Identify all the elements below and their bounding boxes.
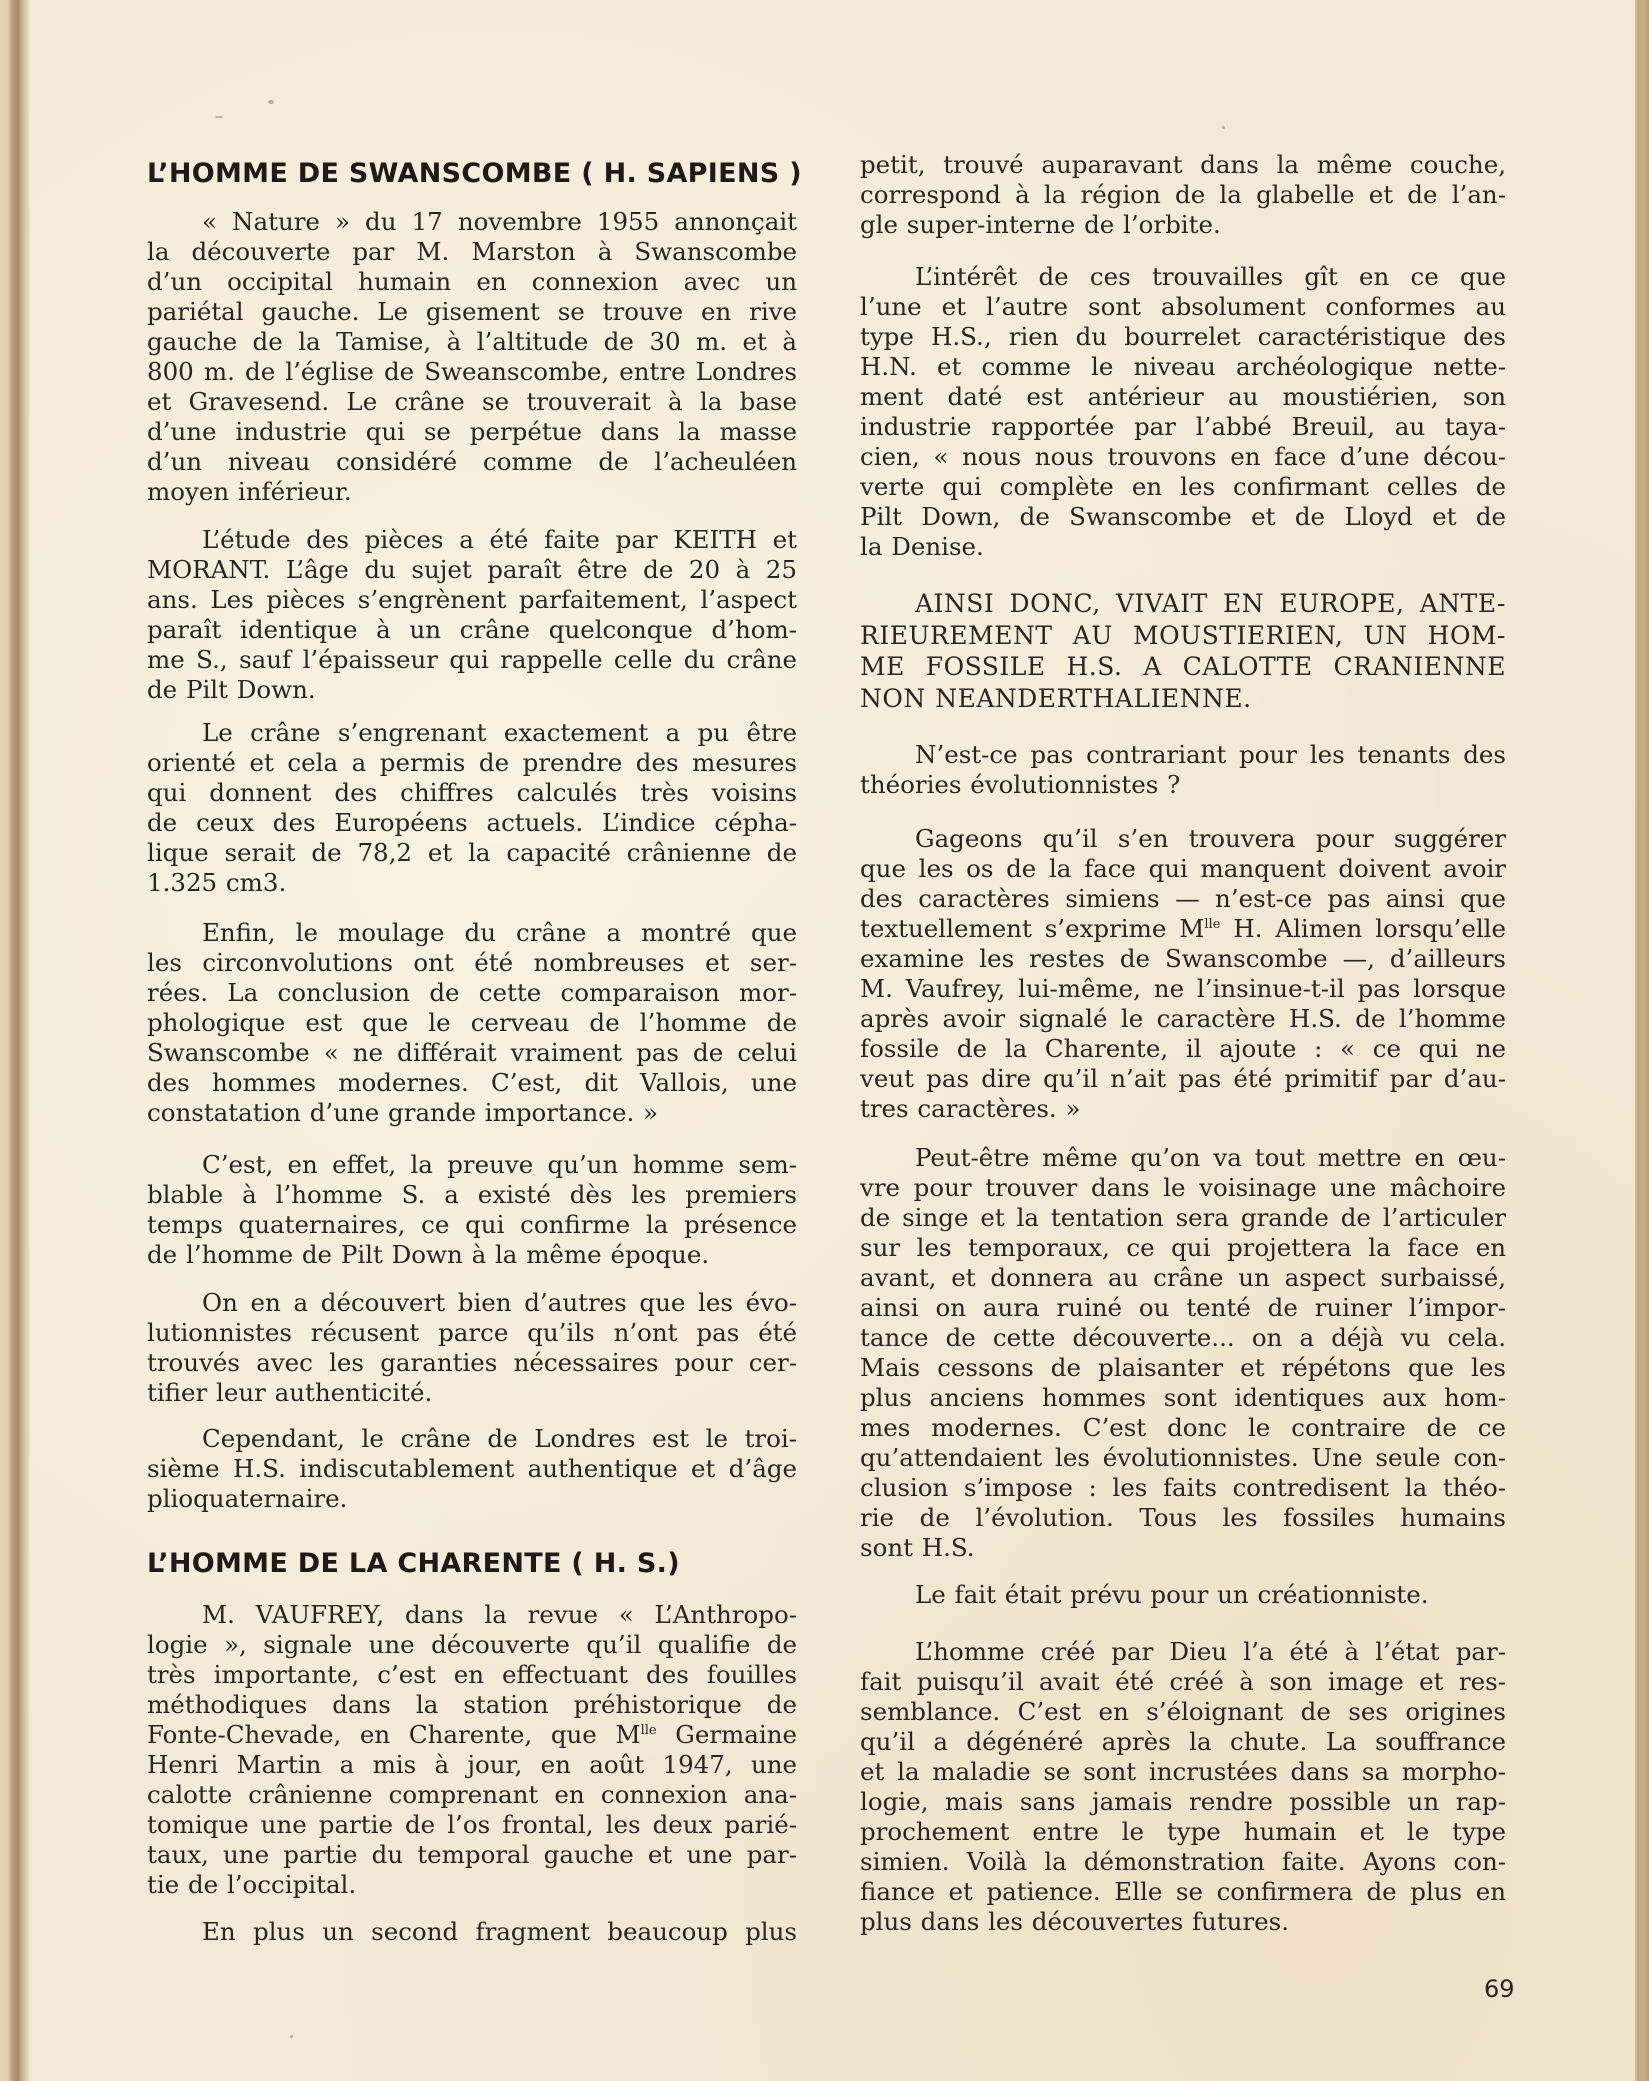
text-line: d’un niveau considéré comme de l’acheuléen	[147, 447, 797, 476]
text-line: « Nature » du 17 novembre 1955 annonçait	[202, 207, 797, 236]
text-line: très importante, c’est en effectuant des fouilles	[147, 1660, 797, 1689]
paragraph-second-fragment	[147, 1917, 797, 1947]
text-line: de singe et la tentation sera grande de l’articuler	[860, 1203, 1506, 1232]
text-line: prochement entre le type humain et le type	[860, 1817, 1506, 1846]
text-line: clusion s’impose : les faits contredisent la théo-	[860, 1473, 1506, 1502]
text-line: correspond à la région de la glabelle et de l’an-	[860, 180, 1506, 209]
text-line: L’homme créé par Dieu l’a été à l’état par-	[915, 1637, 1506, 1666]
text-line: calotte crânienne comprenant en connexion ana-	[147, 1780, 797, 1809]
paragraph-homme-cree	[860, 1637, 1506, 1937]
text-line: Enfin, le moulage du crâne a montré que	[202, 918, 797, 947]
text-fragment: textuellement s’exprime M	[860, 914, 1205, 943]
text-line: examine les restes de Swanscombe —, d’ailleurs	[860, 944, 1506, 973]
text-line: de Pilt Down.	[147, 675, 316, 704]
text-line: veut pas dire qu’il n’ait pas été primitif par d’au-	[860, 1064, 1506, 1093]
text-line: gle super-interne de l’orbite.	[860, 210, 1221, 239]
text-line: Cependant, le crâne de Londres est le troi-	[202, 1424, 797, 1453]
text-line: avant, et donnera au crâne un aspect surbaissé,	[860, 1263, 1506, 1292]
text-line: constatation d’une grande importance. »	[147, 1098, 659, 1127]
paper-speck	[215, 116, 223, 118]
paragraph-conclusion-caps	[860, 588, 1506, 714]
text-line: taux, une partie du temporal gauche et une par-	[147, 1840, 797, 1869]
text-line: vre pour trouver dans le voisinage une mâchoire	[860, 1173, 1506, 1202]
section-heading-swanscombe: L’HOMME DE SWANSCOMBE ( H. SAPIENS )	[147, 158, 802, 189]
paragraph-crane-londres	[147, 1424, 797, 1514]
text-line: me S., sauf l’épaisseur qui rappelle celle du crâne	[147, 645, 797, 674]
text-line: L’intérêt de ces trouvailles gît en ce que	[915, 262, 1506, 291]
paragraph-measurements	[147, 718, 797, 898]
text-fragment: Germaine	[656, 1720, 797, 1749]
text-line: rées. La conclusion de cette comparaison mor-	[147, 978, 797, 1007]
page-number: 69	[1484, 1975, 1515, 2003]
text-line: phologique est que le cerveau de l’homme de	[147, 1008, 797, 1037]
text-line: d’une industrie qui se perpétue dans la masse	[147, 417, 797, 446]
paper-speck	[290, 2035, 293, 2038]
text-line: qu’il a dégénéré après la chute. La souffrance	[860, 1727, 1506, 1756]
text-line: fiance et patience. Elle se confirmera de plus en	[860, 1877, 1506, 1906]
text-line: En plus un second fragment beaucoup plus	[202, 1917, 797, 1946]
text-line: Mais cessons de plaisanter et répétons que les	[860, 1353, 1506, 1382]
text-line: logie, mais sans jamais rendre possible un rap-	[860, 1787, 1506, 1816]
text-line: après avoir signalé le caractère H.S. de l’homme	[860, 1004, 1506, 1033]
text-line: les circonvolutions ont été nombreuses et ser-	[147, 948, 797, 977]
text-line: trouvés avec les garanties nécessaires pour cer-	[147, 1348, 797, 1377]
section-heading-charente: L’HOMME DE LA CHARENTE ( H. S.)	[147, 1548, 680, 1579]
text-line: lique serait de 78,2 et la capacité crânienne de	[147, 838, 797, 867]
text-line: Swanscombe « ne différait vraiment pas de celui	[147, 1038, 797, 1067]
text-line: Pilt Down, de Swanscombe et de Lloyd et de	[860, 502, 1506, 531]
text-line: C’est, en effet, la preuve qu’un homme sem-	[202, 1150, 797, 1179]
text-line: mes modernes. C’est donc le contraire de ce	[860, 1413, 1506, 1442]
text-line: NON NEANDERTHALIENNE.	[860, 683, 1252, 713]
text-line: fossile de la Charente, il ajoute : « ce qui ne	[860, 1034, 1506, 1063]
text-line: tres caractères. »	[860, 1094, 1081, 1123]
text-line: de l’homme de Pilt Down à la même époque.	[147, 1240, 710, 1269]
superscript-mlle: lle	[640, 1723, 657, 1738]
text-line: MORANT. L’âge du sujet paraît être de 20 à 25	[147, 555, 797, 584]
text-line: industrie rapportée par l’abbé Breuil, au taya-	[860, 412, 1506, 441]
text-line: de ceux des Européens actuels. L’indice cépha-	[147, 808, 797, 837]
text-line: pariétal gauche. Le gisement se trouve en rive	[147, 297, 797, 326]
superscript-mlle: lle	[1204, 917, 1221, 932]
paragraph-keith-morant	[147, 525, 797, 705]
text-line: orienté et cela a permis de prendre des mesures	[147, 748, 797, 777]
paragraph-nature-1955	[147, 207, 797, 507]
paragraph-moulage	[147, 918, 797, 1128]
text-line: la découverte par M. Marston à Swanscombe	[147, 237, 797, 266]
paragraph-petit-fragment	[860, 150, 1506, 240]
text-line: fait puisqu’il avait été créé à son image et res-	[860, 1667, 1506, 1696]
text-line: la Denise.	[860, 532, 984, 561]
paragraph-interet-trouvailles	[860, 262, 1506, 562]
text-line: paraît identique à un crâne quelconque d’hom-	[147, 615, 797, 644]
text-line: cien, « nous nous trouvons en face d’une décou-	[860, 442, 1506, 471]
text-line: lutionnistes récusent parce qu’ils n’ont pas été	[147, 1318, 797, 1347]
paper-speck	[1222, 126, 1225, 129]
text-line: plus dans les découvertes futures.	[860, 1907, 1290, 1936]
paragraph-peut-etre	[860, 1143, 1506, 1563]
text-line: blable à l’homme S. a existé dès les premiers	[147, 1180, 797, 1209]
left-page-edge	[0, 0, 30, 2081]
text-line: qu’attendaient les évolutionnistes. Une seule con-	[860, 1443, 1506, 1472]
text-line: simien. Voilà la démonstration faite. Ayons con-	[860, 1847, 1506, 1876]
text-line: semblance. C’est en s’éloignant de ses origines	[860, 1697, 1506, 1726]
text-line: tie de l’occipital.	[147, 1870, 357, 1899]
paragraph-vaufrey	[147, 1600, 797, 1900]
text-line: 1.325 cm3.	[147, 868, 287, 897]
text-line: des caractères simiens — n’est-ce pas ainsi que	[860, 884, 1506, 913]
paragraph-contrariant	[860, 740, 1506, 800]
text-line: plioquaternaire.	[147, 1484, 348, 1513]
text-line: théories évolutionnistes ?	[860, 770, 1181, 799]
paper-speck	[268, 100, 274, 104]
paragraph-autres-decouvertes	[147, 1288, 797, 1408]
text-line: petit, trouvé auparavant dans la même couche,	[860, 150, 1506, 179]
text-line: Gageons qu’il s’en trouvera pour suggérer	[915, 824, 1506, 853]
text-line: rie de l’évolution. Tous les fossiles humains	[860, 1503, 1506, 1532]
text-line: N’est-ce pas contrariant pour les tenants des	[915, 740, 1506, 769]
text-line: tance de cette découverte... on a déjà vu cela.	[860, 1323, 1506, 1352]
text-line: On en a découvert bien d’autres que les évo-	[202, 1288, 797, 1317]
text-fragment: Fonte-Chevade, en Charente, que M	[147, 1720, 641, 1749]
text-line: et Gravesend. Le crâne se trouverait à la base	[147, 387, 797, 416]
paragraph-creationniste	[860, 1580, 1506, 1610]
text-line: temps quaternaires, ce qui confirme la présence	[147, 1210, 797, 1239]
text-line: Henri Martin a mis à jour, en août 1947, une	[147, 1750, 797, 1779]
text-line	[860, 914, 1506, 944]
text-line: sont H.S.	[860, 1533, 975, 1562]
paragraph-preuve	[147, 1150, 797, 1270]
text-line: et la maladie se sont incrustées dans sa morpho-	[860, 1757, 1506, 1786]
text-line: plus anciens hommes sont identiques aux hom-	[860, 1383, 1506, 1412]
text-line: 800 m. de l’église de Sweanscombe, entre Londres	[147, 357, 797, 386]
text-line: verte qui complète en les confirmant celles de	[860, 472, 1506, 501]
text-line: tomique une partie de l’os frontal, les deux parié-	[147, 1810, 797, 1839]
text-line: Le fait était prévu pour un créationniste.	[915, 1580, 1429, 1609]
text-line: l’une et l’autre sont absolument conformes au	[860, 292, 1506, 321]
text-line: que les os de la face qui manquent doivent avoir	[860, 854, 1506, 883]
text-line: sur les temporaux, ce qui projettera la face en	[860, 1233, 1506, 1262]
text-line: Le crâne s’engrenant exactement a pu être	[202, 718, 797, 747]
text-line	[147, 1720, 797, 1750]
paragraph-gageons	[860, 824, 1506, 1124]
text-line: sième H.S. indiscutablement authentique et d’âge	[147, 1454, 797, 1483]
text-line: H.N. et comme le niveau archéologique nette-	[860, 352, 1506, 381]
text-line: qui donnent des chiffres calculés très voisins	[147, 778, 797, 807]
text-line: type H.S., rien du bourrelet caractéristique des	[860, 322, 1506, 351]
text-line: tifier leur authenticité.	[147, 1378, 433, 1407]
text-line: des hommes modernes. C’est, dit Vallois, une	[147, 1068, 797, 1097]
text-line: M. VAUFREY, dans la revue « L’Anthropo-	[202, 1600, 797, 1629]
text-line: d’un occipital humain en connexion avec un	[147, 267, 797, 296]
text-line: gauche de la Tamise, à l’altitude de 30 m. et à	[147, 327, 797, 356]
text-line: RIEUREMENT AU MOUSTIERIEN, UN HOM-	[860, 620, 1506, 650]
right-page-edge	[1635, 0, 1649, 2081]
text-line: ment daté est antérieur au moustiérien, son	[860, 382, 1506, 411]
text-line: Peut-être même qu’on va tout mettre en œu-	[915, 1143, 1506, 1172]
text-line: moyen inférieur.	[147, 477, 352, 506]
text-fragment: H. Alimen lorsqu’elle	[1220, 914, 1506, 943]
text-line: ainsi on aura ruiné ou tenté de ruiner l’impor-	[860, 1293, 1506, 1322]
text-line: ans. Les pièces s’engrènent parfaitement, l’aspect	[147, 585, 797, 614]
text-line: méthodiques dans la station préhistorique de	[147, 1690, 797, 1719]
text-line: M. Vaufrey, lui-même, ne l’insinue-t-il pas lorsque	[860, 974, 1506, 1003]
text-line: L’étude des pièces a été faite par KEITH et	[202, 525, 797, 554]
text-line: logie », signale une découverte qu’il qualifie de	[147, 1630, 797, 1659]
text-line: AINSI DONC, VIVAIT EN EUROPE, ANTE-	[915, 589, 1506, 618]
text-line: ME FOSSILE H.S. A CALOTTE CRANIENNE	[860, 652, 1506, 681]
